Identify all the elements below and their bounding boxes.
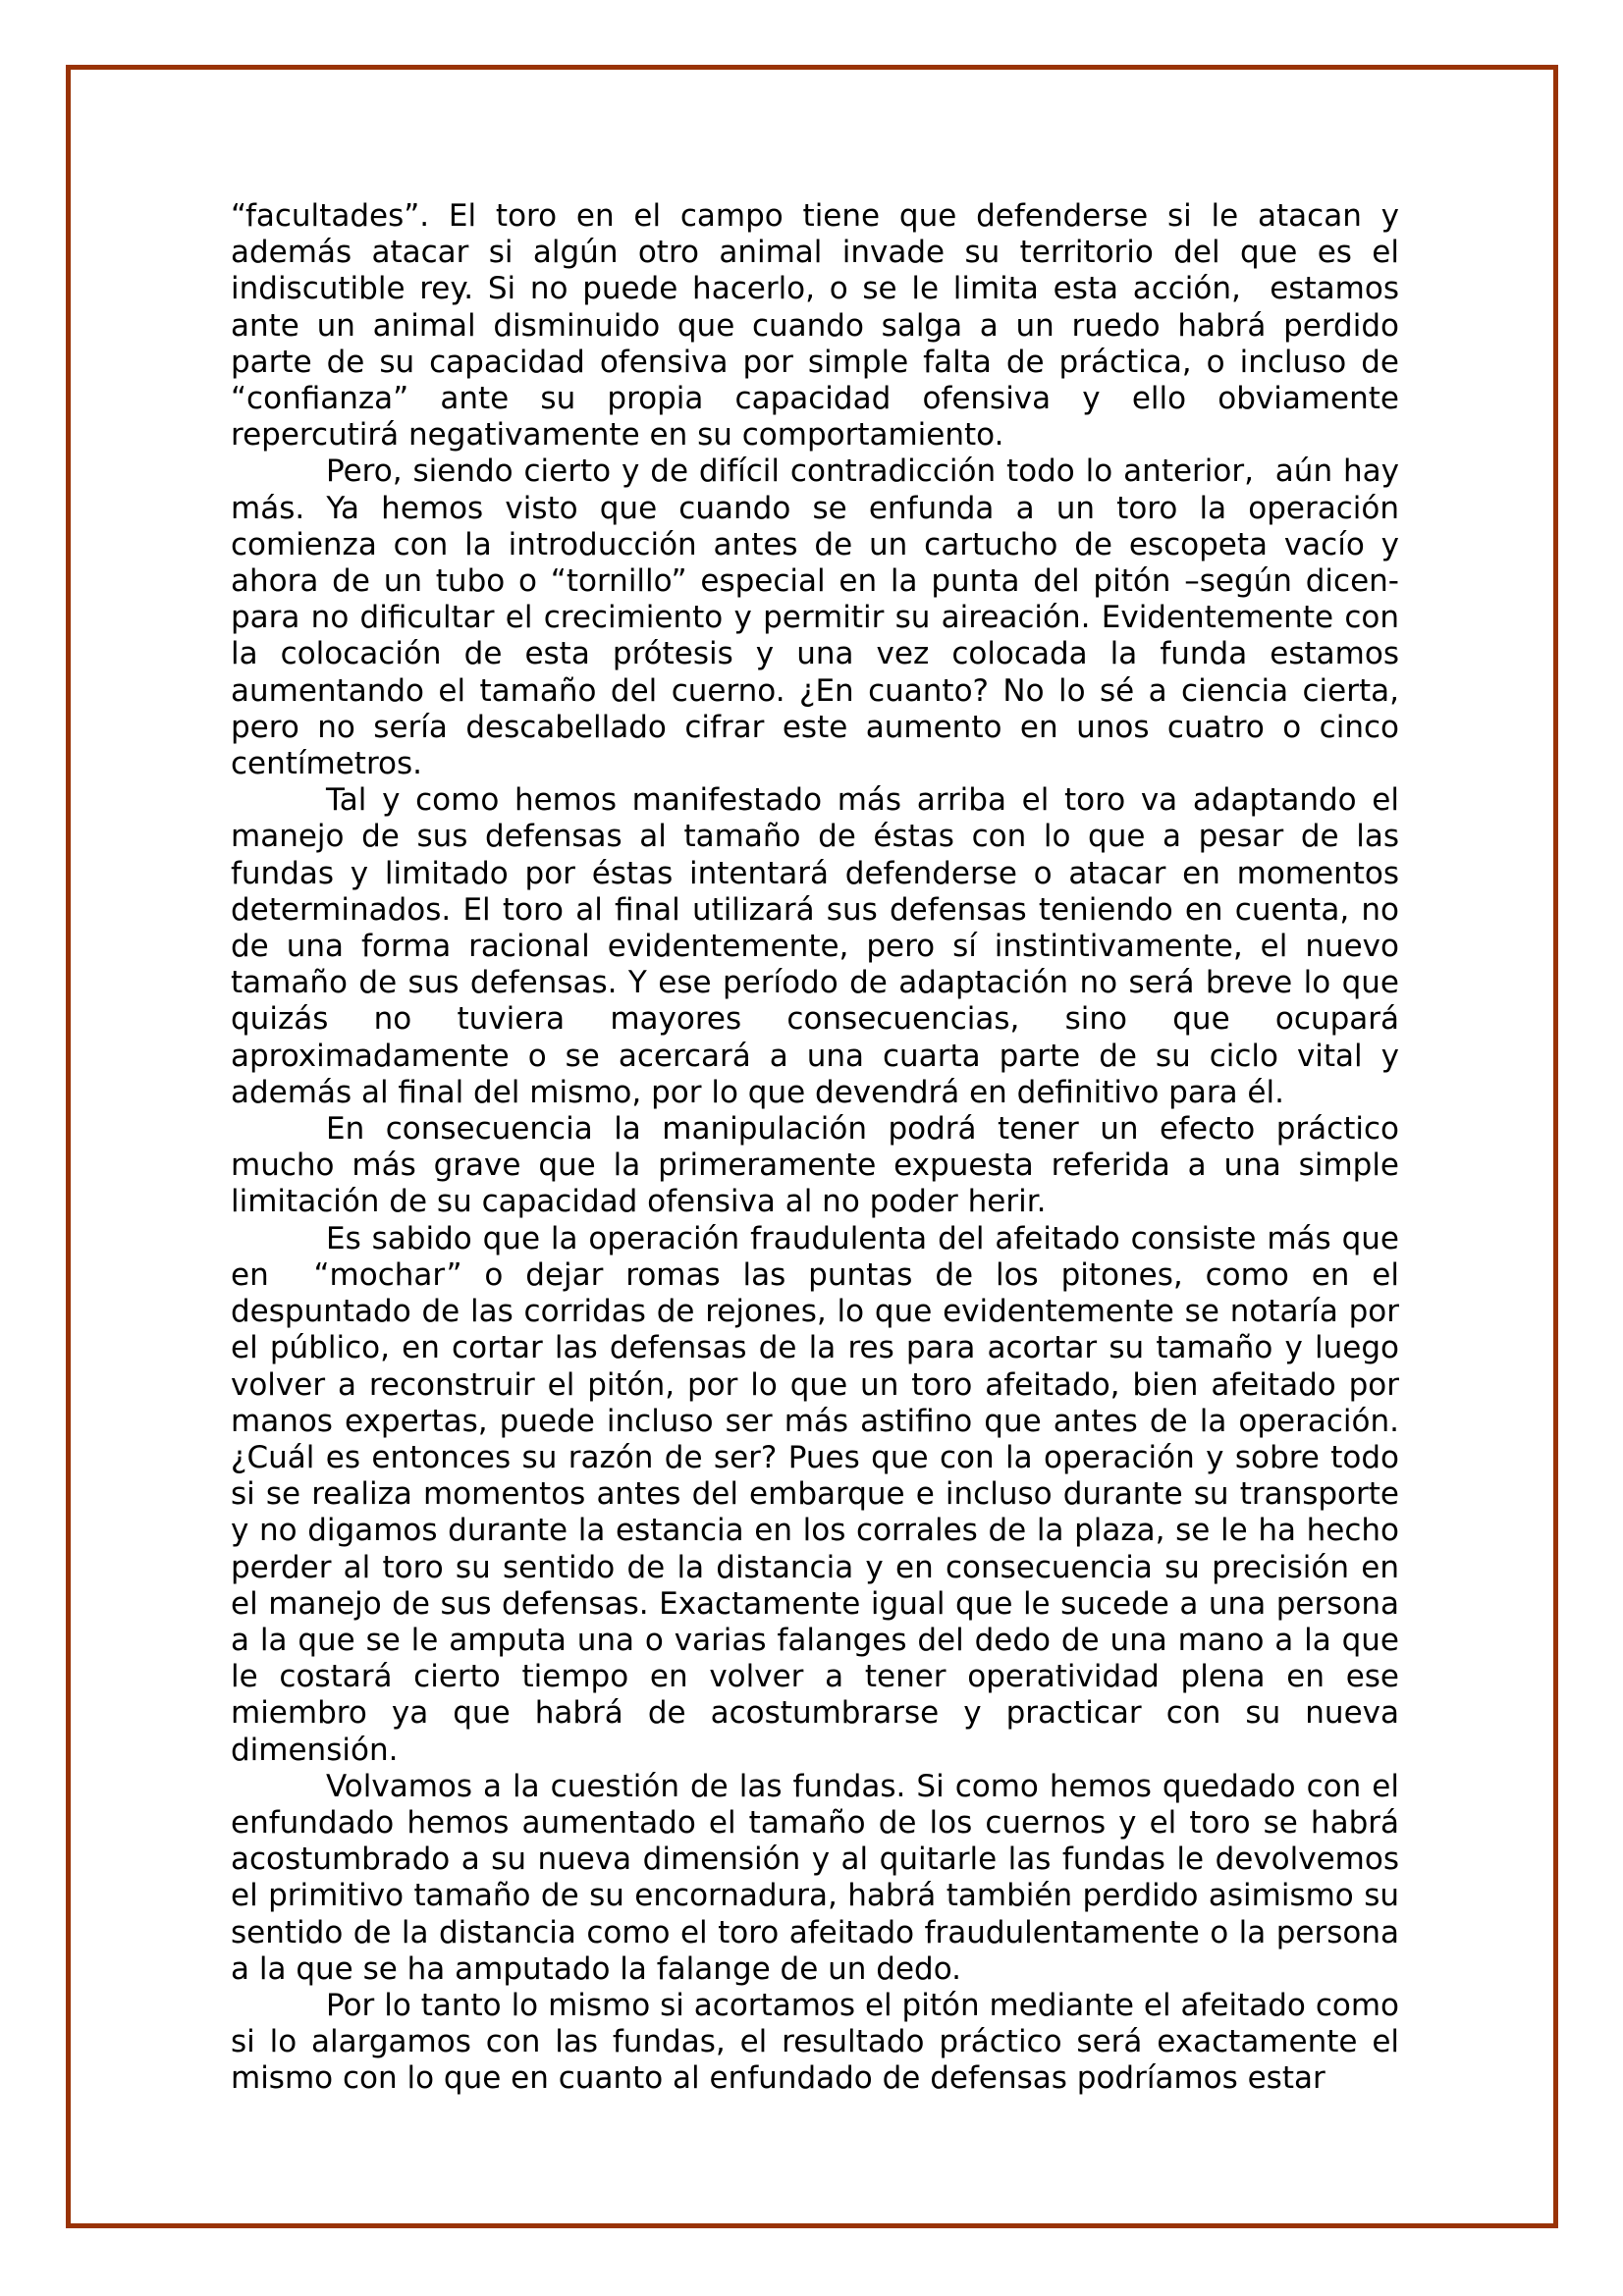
paragraph: Volvamos a la cuestión de las fundas. Si como hemos quedado con el enfundado hemos aumentado el tamaño de los cuernos y el toro se habrá acostumbrado a su nueva dimensión y al quitarle las fundas le devolvemos el primitivo tamaño de su encornadura, habrá también perdido asimismo su sentido de la distancia como el toro afeitado fraudulentamente o la persona a la que se ha amputado la falange de un dedo. bbox=[231, 1768, 1409, 1987]
paragraph: Es sabido que la operación fraudulenta del afeitado consiste más que en “mochar” o dejar romas las puntas de los pitones, como en el despuntado de las corridas de rejones, lo que evidentemente se notaría por el público, en cortar las defensas de la res para acortar su tamaño y luego volver a reconstruir el pitón, por lo que un toro afeitado, bien afeitado por manos expertas, puede incluso ser más astifino que antes de la operación. ¿Cuál es entonces su razón de ser? Pues que con la operación y sobre todo si se realiza momentos antes del embarque e incluso durante su transporte y no digamos durante la estancia en los corrales de la plaza, se le ha hecho perder al toro su sentido de la distancia y en consecuencia su precisión en el manejo de sus defensas. Exactamente igual que le sucede a una persona a la que se le amputa una o varias falanges del dedo de una mano a la que le costará cierto tiempo en volver a tener operatividad plena en ese miembro ya que habrá de acostumbrarse y practicar con su nueva dimensión. bbox=[231, 1220, 1409, 1768]
paragraph: Pero, siendo cierto y de difícil contradicción todo lo anterior, aún hay más. Ya hemos visto que cuando se enfunda a un toro la operación comienza con la introducción antes de un cartucho de escopeta vacío y ahora de un tubo o “tornillo” especial en la punta del pitón –según dicen- para no dificultar el crecimiento y permitir su aireación. Evidentemente con la colocación de esta prótesis y una vez colocada la funda estamos aumentando el tamaño del cuerno. ¿En cuanto? No lo sé a ciencia cierta, pero no sería descabellado cifrar este aumento en unos cuatro o cinco centímetros. bbox=[231, 454, 1409, 782]
paragraph: “facultades”. El toro en el campo tiene que defenderse si le atacan y además atacar si algún otro animal invade su territorio del que es el indiscutible rey. Si no puede hacerlo, o se le limita esta acción, estamos ante un animal disminuido que cuando salga a un ruedo habrá perdido parte de su capacidad ofensiva por simple falta de práctica, o incluso de “confianza” ante su propia capacidad ofensiva y ello obviamente repercutirá negativamente en su comportamiento. bbox=[231, 198, 1409, 454]
paragraph: En consecuencia la manipulación podrá tener un efecto práctico mucho más grave que la primeramente expuesta referida a una simple limitación de su capacidad ofensiva al no poder herir. bbox=[231, 1111, 1409, 1220]
paragraph: Tal y como hemos manifestado más arriba el toro va adaptando el manejo de sus defensas al tamaño de éstas con lo que a pesar de las fundas y limitado por éstas intentará defenderse o atacar en momentos determinados. El toro al final utilizará sus defensas teniendo en cuenta, no de una forma racional evidentemente, pero sí instintivamente, el nuevo tamaño de sus defensas. Y ese período de adaptación no será breve lo que quizás no tuviera mayores consecuencias, sino que ocupará aproximadamente o se acercará a una cuarta parte de su ciclo vital y además al final del mismo, por lo que devendrá en definitivo para él. bbox=[231, 782, 1409, 1110]
paragraph: Por lo tanto lo mismo si acortamos el pitón mediante el afeitado como si lo alargamos con las fundas, el resultado práctico será exactamente el mismo con lo que en cuanto al enfundado de defensas podríamos estar bbox=[231, 1987, 1409, 2097]
body-text bbox=[231, 198, 1409, 2098]
